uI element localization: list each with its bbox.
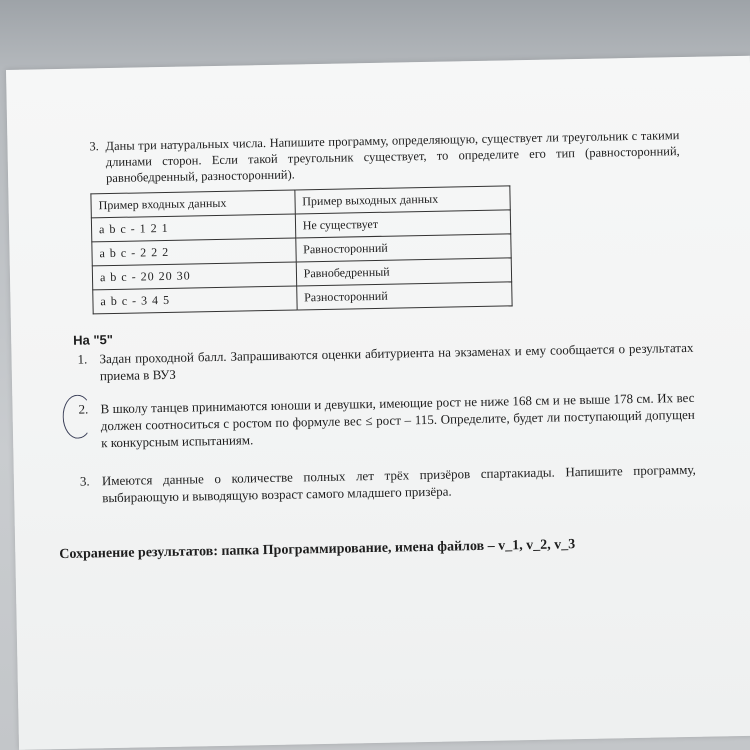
cell-output: Равносторонний (296, 234, 512, 262)
task-3-statement (89, 127, 680, 186)
cell-input: a b c - 2 2 2 (92, 238, 296, 266)
cell-output: Не существует (295, 210, 511, 238)
task-3-text: Даны три натуральных числа. Напишите программу, определяющую, существует ли треугольник с такими длинами сторон. Если такой треугольник существует, то определите его тип (равносторонний, равнобедренный, разносторонний). (105, 128, 680, 186)
header-output: Пример выходных данных (295, 186, 511, 214)
list-item (73, 339, 694, 385)
item-text: Задан проходной балл. Запрашиваются оценки абитуриента на экзаменах и ему сообщается о результатах приема в ВУЗ (99, 339, 694, 384)
footer-note: Сохранение результатов: папка Программирование, имена файлов – v_1, v_2, v_3 (59, 537, 576, 563)
item-number: 1. (77, 351, 88, 367)
io-examples-table (90, 185, 512, 314)
item-text: В школу танцев принимаются юноши и девушки, имеющие рост не ниже 168 см и не выше 178 см. Их вес должен соотноситься с ростом по формуле вес ≤ рост – 115. Определите, будет ли поступающий допущен к конкурсным испытаниям. (100, 389, 695, 451)
document-content (6, 56, 750, 563)
cell-output: Равнобедренный (296, 258, 512, 286)
paper-sheet (6, 56, 750, 750)
item-text: Имеются данные о количестве полных лет трёх призёров спартакиады. Напишите программу, выбирающую и выводящую возраст самого младшего призёра. (101, 461, 696, 506)
cell-input: a b c - 3 4 5 (93, 286, 297, 314)
cell-input: a b c - 1 2 1 (91, 214, 295, 242)
list-item (74, 389, 695, 452)
cell-output: Разносторонний (296, 282, 512, 310)
item-number: 2. (78, 401, 89, 417)
task-3-number: 3. (89, 139, 99, 154)
header-input: Пример входных данных (91, 190, 295, 218)
item-number: 3. (79, 473, 90, 489)
cell-input: a b c - 20 20 30 (92, 262, 296, 290)
list-item (76, 461, 697, 507)
grade-heading: На "5" (73, 331, 114, 348)
